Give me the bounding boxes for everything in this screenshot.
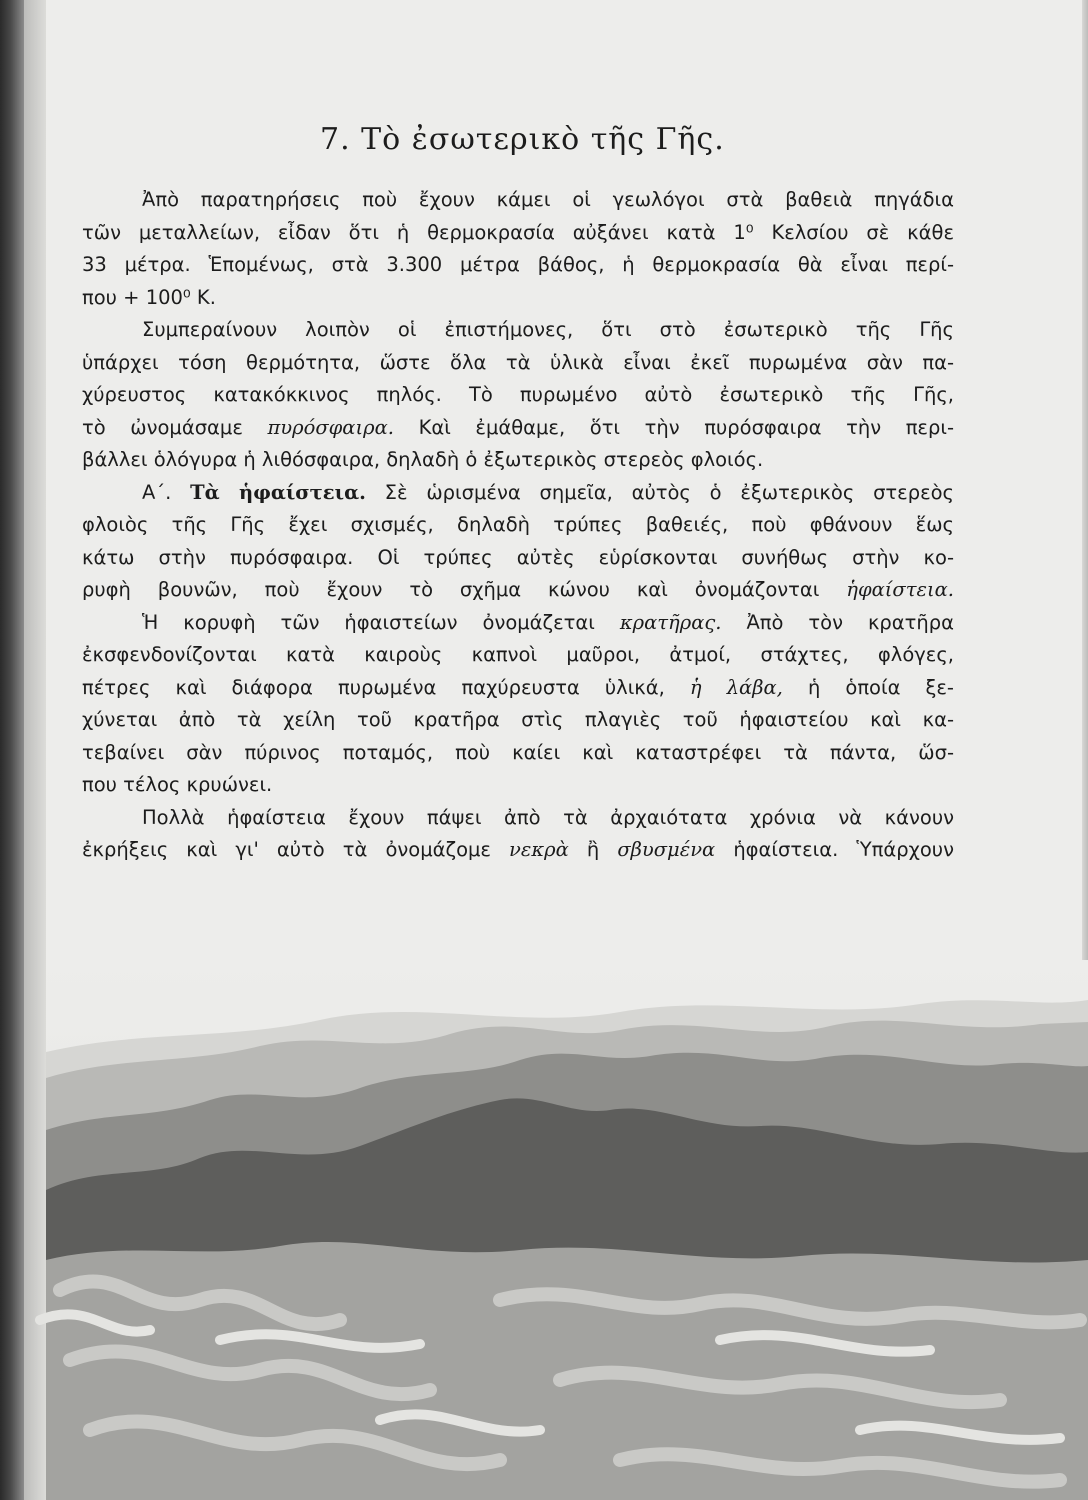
- term-dead: νεκρὰ: [509, 838, 569, 861]
- term-pyrosphere: πυρόσφαιρα.: [267, 415, 394, 439]
- term-lava: ἡ λάβα,: [689, 675, 783, 699]
- term-volcanoes: ἡφαίστεια.: [846, 578, 954, 601]
- term-crater: κρατῆρας.: [619, 610, 722, 634]
- section-heading: Τὰ ἡφαίστεια.: [190, 480, 366, 504]
- term-extinct: σβυσμένα: [617, 838, 716, 861]
- body-text: Ἀπὸ παρατηρήσεις ποὺ ἔχουν κάμει οἱ γεωλόγοι στὰ βαθειὰ πηγάδια τῶν μεταλλείων, εἶδαν ὅτι ἡ θερμοκρασία αὐξάνει κατὰ 1⁰ Κελσίου σὲ κάθε 33 μέτρα. Ἑπομένως, στὰ 3.300 μέτρα βάθος, ἡ θερμοκρασία θὰ εἶναι περί- που + 100⁰ Κ. Συμπεραίνουν λοιπὸν οἱ ἐπιστήμονες, ὅτι στὸ ἐσωτερικὸ τῆς Γῆς ὑπάρχει τόση θερμότητα, ὥστε ὅλα τὰ ὑλικὰ εἶναι ἐκεῖ πυρωμένα σὰν πα- χύρευστος κατακόκκινος πηλός. Τὸ πυρωμένο αὐτὸ ἐσωτερικὸ τῆς Γῆς, τὸ ὠνομάσαμε πυρόσφαιρα. Καὶ ἐμάθαμε, ὅτι τὴν πυρόσφαιρα τὴν περι- βάλλει ὁλόγυρα ἡ λιθόσφαιρα, δηλαδὴ ὁ ἐξωτερικὸς στερεὸς φλοιός. Α΄. Τὰ ἡφαίστεια. Σὲ ὡρισμένα σημεῖα, αὐτὸς ὁ ἐξωτερικὸς στερεὸς φλοιὸς τῆς Γῆς ἔχει σχισμές, δηλαδὴ τρύπες βαθειές, ποὺ φθάνουν ἕως κάτω στὴν πυρόσφαιρα. Οἱ τρύπες αὐτὲς εὑρίσκονται συνήθως στὴν κο- ρυφὴ βουνῶν, ποὺ ἔχουν τὸ σχῆμα κώνου καὶ ὀνομάζονται ἡφαίστεια. Ἡ κορυφὴ τῶν ἡφαιστείων ὀνομάζεται κρατῆρας. Ἀπὸ τὸν κρατῆρα ἐκσφενδονίζονται κατὰ καιροὺς καπνοὶ μαῦροι, ἀτμοί, στάχτες, φλόγες, πέτρες καὶ διάφορα πυρωμένα παχύρευστα ὑλικά, ἡ λάβα, ἡ ὁποία ξε- χύνεται ἀπὸ τὰ χείλη τοῦ κρατῆρα στὶς πλαγιὲς τοῦ ἡφαιστείου καὶ κα- τεβαίνει σὰν πύρινος ποταμός, ποὺ καίει καὶ καταστρέφει τὰ πάντα, ὥσ- που τέλος κρυώνει. Πολλὰ ἡφαίστεια ἔχουν πάψει ἀπὸ τὰ ἀρχαιότατα χρόνια νὰ κάνουν ἐκρήξεις καὶ γι' αὐτὸ τὰ ὀνομάζομε νεκρὰ ἢ σβυσμένα ἡφαίστεια. Ὑπάρχουν: [82, 184, 954, 867]
- paragraph-temperature: Ἀπὸ παρατηρήσεις ποὺ ἔχουν κάμει οἱ γεωλόγοι στὰ βαθειὰ πηγάδια: [142, 188, 954, 211]
- paragraph-pyrosphere: Συμπεραίνουν λοιπὸν οἱ ἐπιστήμονες, ὅτι στὸ ἐσωτερικὸ τῆς Γῆς: [142, 318, 954, 341]
- mountain-landscape-illustration: [0, 960, 1088, 1500]
- paragraph-volcanoes: Α΄. Τὰ ἡφαίστεια. Σὲ ὡρισμένα σημεῖα, αὐτὸς ὁ ἐξωτερικὸς στερεὸς: [142, 480, 954, 504]
- page-title: 7. Τὸ ἐσωτερικὸ τῆς Γῆς.: [320, 122, 725, 157]
- paragraph-crater: Ἡ κορυφὴ τῶν ἡφαιστείων ὀνομάζεται κρατῆρας. Ἀπὸ τὸν κρατῆρα: [142, 610, 954, 634]
- section-label: Α΄.: [142, 480, 172, 504]
- paragraph-extinct-volcanoes: Πολλὰ ἡφαίστεια ἔχουν πάψει ἀπὸ τὰ ἀρχαιότατα χρόνια νὰ κάνουν: [142, 805, 954, 829]
